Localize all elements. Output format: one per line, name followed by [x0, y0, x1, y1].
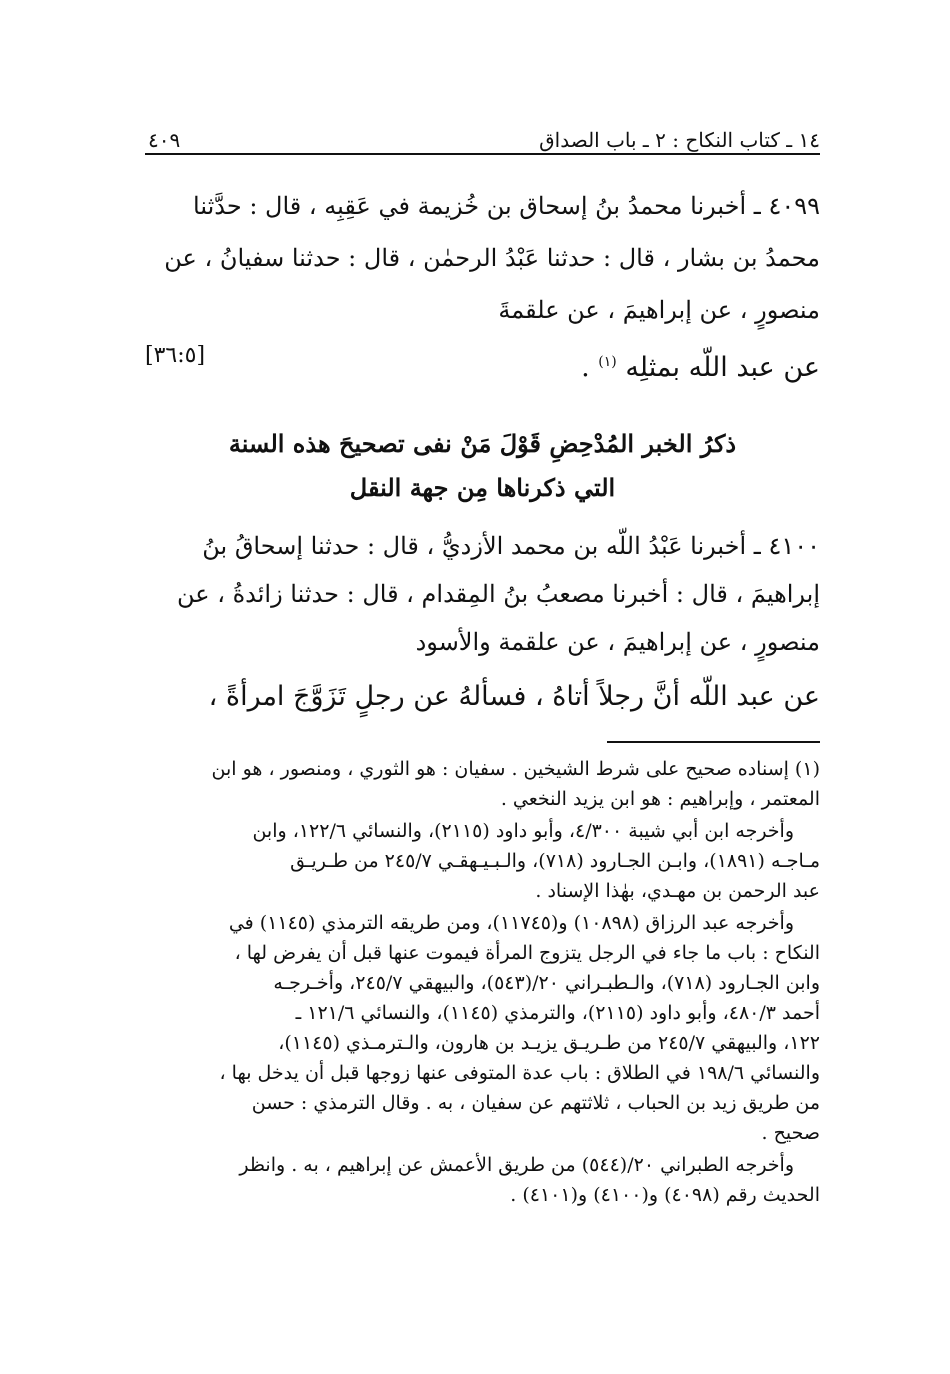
hadith-4099-line: محمدُ بن بشار ، قال : حدثنا عَبْدُ الرحمٰن ، قال : حدثنا سفيانُ ، عن — [164, 244, 820, 272]
hadith-4099-line: عن عبد اللّه بمثلِه — [625, 352, 820, 383]
footnote-line: والنسائي ١٩٨/٦ في الطلاق : باب عدة المتوفى عنها زوجها قبل أن يدخل بها ، — [219, 1062, 820, 1084]
footnote-line: صحيح . — [761, 1122, 820, 1144]
footnote-line: وابن الجـارود (٧١٨)، والـطبـراني ٢٠/(٥٤٣)، والبيهقي ٢٤٥/٧، وأخـرجـه — [273, 972, 820, 994]
footnote-line: مـاجـه (١٨٩١)، وابـن الجـارود (٧١٨)، والـبـيـهقـي ٢٤٥/٧ من طـريـق — [290, 850, 820, 872]
header-rule — [145, 153, 820, 155]
footnote-line: وأخرجه عبد الرزاق (١٠٨٩٨) و(١١٧٤٥)، ومن طريقه الترمذي (١١٤٥) في — [228, 912, 794, 934]
hadith-4099-line: منصورٍ ، عن إبراهيمَ ، عن علقمةَ — [498, 296, 820, 324]
source-reference: [٣٦:٥] — [145, 343, 206, 368]
footnote-line: الحديث رقم (٤٠٩٨) و(٤١٠٠) و(٤١٠١) . — [510, 1184, 820, 1206]
footnote-1 — [145, 754, 820, 814]
footnote-line: ١٢٢، والبيهقي ٢٤٥/٧ من طـريـق يزيـد بن هارون، والـترمـذي (١١٤٥)، — [278, 1032, 820, 1054]
page-number: ٤٠٩ — [148, 128, 181, 152]
chapter-heading — [145, 422, 820, 510]
footnote-line: وأخرجه ابن أبي شيبة ٤/٣٠٠، وأبو داود (٢١١٥)، والنسائي ١٢٢/٦، وابن — [252, 820, 794, 842]
chapter-heading-line: التي ذكرناها مِن جهة النقل — [349, 473, 616, 502]
hadith-4099-line: ٤٠٩٩ ـ أخبرنا محمدُ بنُ إسحاق بن خُزيمة في عَقِبِه ، قال : حدَّثنا — [193, 192, 820, 220]
hadith-4100-line: عن عبد اللّه أنَّ رجلاً أتاهُ ، فسألهُ عن رجلٍ تَزَوَّجَ امرأةً ، — [208, 681, 820, 712]
footnote-paragraph — [145, 1150, 820, 1210]
footnote-paragraph — [145, 816, 820, 906]
footnote-line: عبد الرحمن بن مهـدي، بهٰذا الإسناد . — [535, 880, 820, 902]
footnote-line: النكاح : باب ما جاء في الرجل يتزوج المرأة فيموت عنها قبل أن يفرض لها ، — [234, 942, 820, 964]
footnote-paragraph — [145, 908, 820, 1148]
footnote-line: (١) إسناده صحيح على شرط الشيخين . سفيان : هو الثوري ، ومنصور ، هو ابن — [211, 758, 820, 780]
hadith-4100-line: منصورٍ ، عن إبراهيمَ ، عن علقمة والأسود — [415, 628, 820, 656]
footnote-separator — [607, 741, 820, 743]
footnote-line: من طريق زيد بن الحباب ، ثلاثتهم عن سفيان ، به . وقال الترمذي : حسن — [251, 1092, 820, 1114]
footnote-line: أحمد ٤٨٠/٣، وأبو داود (٢١١٥)، والترمذي (١١٤٥)، والنسائي ١٢١/٦ ـ — [295, 1002, 820, 1024]
running-title: ١٤ ـ كتاب النكاح : ٢ ـ باب الصداق — [539, 128, 820, 152]
hadith-4100-line: ٤١٠٠ ـ أخبرنا عَبْدُ اللّه بن محمد الأزديُّ ، قال : حدثنا إسحاقُ بنُ — [202, 532, 820, 560]
hadith-4100-line: إبراهيمَ ، قال : أخبرنا مصعبُ بنُ المِقدام ، قال : حدثنا زائدةُ ، عن — [176, 580, 820, 608]
hadith-4100 — [145, 522, 820, 728]
footnote-marker[interactable]: (١) — [598, 354, 617, 370]
hadith-4099: ٤٠٩٩ ـ أخبرنا محمدُ بنُ إسحاق بن خُزيمة في عَقِبِه ، قال : حدَّثنا محمدُ بن بشار ، قال : حدثنا عَبْدُ الرحمٰن ، قال : حدثنا سفيانُ ، عن منصورٍ ، عن إبراهيمَ ، عن علقمةَ عن عبد اللّه بمثلِه $^{(١)}$ . — [145, 180, 820, 394]
footnote-line: وأخرجه الطبراني ٢٠/(٥٤٤) من طريق الأعمش عن إبراهيم ، به . وانظر — [239, 1154, 794, 1176]
footnotes — [145, 754, 820, 1212]
page-header — [148, 118, 820, 152]
footnote-line: المعتمر ، وإبراهيم : هو ابن يزيد النخعي . — [500, 788, 820, 810]
chapter-heading-line: ذكرُ الخبر المُدْحِضِ قَوْلَ مَنْ نفى تصحيحَ هذه السنة — [228, 429, 737, 458]
